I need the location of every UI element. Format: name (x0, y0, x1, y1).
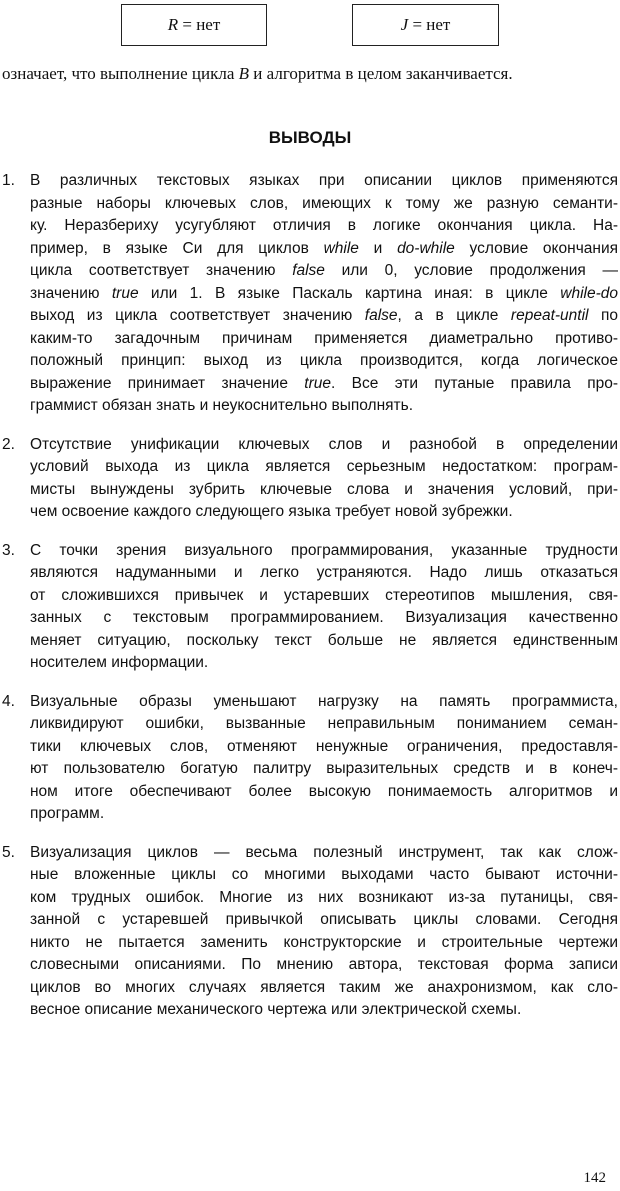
text-line (30, 758, 618, 781)
text-run: ком трудных ошибок. Многие из них возникают из-за путаницы, свя- (30, 888, 618, 906)
text-line (30, 456, 618, 479)
text-run: Визуализация циклов — весьма полезный инструмент, так как слож- (30, 843, 618, 861)
text-line (30, 607, 618, 630)
box-value: = нет (178, 15, 221, 34)
text-run: разные наборы ключевых слов, имеющих к тому же разную семанти- (30, 194, 618, 212)
list-item-text (30, 842, 618, 1022)
text-line (30, 977, 618, 1000)
text-run: по (588, 307, 618, 324)
text-run: тики ключевых слов, отменяют ненужные ограничения, предоставля- (30, 737, 618, 755)
equation-box-r (121, 4, 267, 46)
text-line (30, 479, 618, 502)
lead-text: и алгоритма в целом заканчивается. (249, 64, 513, 83)
text-run: выражение принимает значение (30, 374, 305, 392)
text-line (30, 781, 618, 804)
text-run: Визуальные образы уменьшают нагрузку на память программиста, (30, 692, 618, 710)
text-line (30, 540, 618, 563)
keyword: true (304, 374, 332, 392)
text-line (30, 562, 618, 585)
text-line (30, 434, 618, 457)
text-run: весное описание механического чертежа или электрической схемы. (30, 1001, 522, 1018)
text-run: пример, в языке Си для циклов (30, 239, 324, 257)
text-run: и (358, 239, 398, 257)
text-line (30, 350, 618, 373)
text-run: ные вложенные циклы со многими выходами часто бывают источни- (30, 866, 618, 883)
text-line (30, 373, 618, 396)
text-line (30, 713, 618, 736)
text-line (30, 691, 618, 714)
text-line (30, 887, 618, 910)
text-run: от сложившихся привычек и устаревших стереотипов мышления, свя- (30, 586, 618, 604)
list-item-number: 1. (2, 172, 15, 189)
text-run: занной с устаревшей привычкой описывать циклы словами. Сегодня (30, 911, 618, 928)
box-variable: R (167, 15, 179, 34)
list-item (0, 434, 620, 524)
text-run: , а в цикле (397, 307, 511, 324)
text-line (30, 736, 618, 759)
text-run: занных с текстовым программированием. Визуализация качественно (30, 609, 618, 626)
keyword: false (292, 262, 325, 279)
text-run: положный принцип: выход из цикла производится, когда логическое (30, 352, 618, 369)
keyword: while-do (560, 284, 619, 302)
text-run: граммист обязан знать и неукоснительно выполнять. (30, 397, 414, 414)
text-line (30, 215, 618, 238)
text-run: носителем информации. (30, 654, 209, 671)
conclusions-list (0, 170, 620, 1038)
list-item-text (30, 170, 618, 418)
keyword: repeat-until (510, 307, 589, 324)
text-line (30, 864, 618, 887)
list-item-text (30, 691, 618, 826)
list-item-text (30, 434, 618, 524)
list-item (0, 540, 620, 675)
box-value: = нет (408, 15, 451, 34)
text-run: словесными описаниями. По мнению автора, текстовая форма записи (30, 956, 618, 973)
keyword: do-while (397, 239, 455, 257)
keyword: false (364, 307, 398, 324)
text-line (30, 842, 618, 865)
list-item-number: 4. (2, 692, 15, 710)
text-line (30, 954, 618, 977)
text-line (30, 170, 618, 193)
text-run: чем освоение каждого следующего языка требует новой зубрежки. (30, 503, 513, 520)
text-line (30, 501, 618, 524)
text-run: С точки зрения визуального программирования, указанные трудности (30, 541, 618, 559)
text-run: В различных текстовых языках при описании циклов применяются (30, 172, 618, 189)
text-run: значению (30, 284, 112, 302)
text-run: условие окончания (454, 239, 618, 257)
text-line (30, 803, 618, 826)
text-run: условий выхода из цикла является серьезным недостатком: програм- (30, 458, 618, 475)
list-item-text (30, 540, 618, 675)
text-run: ликвидируют ошибки, вызванные неправильным пониманием семан- (30, 715, 618, 732)
text-run: или 0, условие продолжения — (324, 262, 618, 279)
lead-text: означает, что выполнение цикла (2, 64, 239, 83)
text-run: выход из цикла соответствует значению (30, 307, 365, 324)
box-variable: J (400, 15, 409, 34)
text-run: Отсутствие унификации ключевых слов и разнобой в определении (30, 435, 618, 453)
text-line (30, 305, 618, 328)
text-run: мисты вынуждены зубрить ключевые слова и значения условий, при- (30, 480, 618, 498)
equation-box-j (352, 4, 499, 46)
list-item (0, 691, 620, 826)
lead-sentence (2, 62, 618, 86)
section-heading: ВЫВОДЫ (268, 128, 352, 147)
text-line (30, 630, 618, 653)
text-run: никто не пытается заменить конструкторские и строительные чертежи (30, 933, 618, 951)
text-line (30, 395, 618, 418)
list-item (0, 170, 620, 418)
text-run: цикла соответствует значению (30, 262, 293, 279)
text-line (30, 193, 618, 216)
text-line (30, 283, 618, 306)
list-item-number: 3. (2, 541, 15, 559)
text-run: . Все эти путаные правила про- (331, 374, 619, 392)
text-run: ном итоге обеспечивают более высокую понимаемость алгоритмов и (30, 782, 618, 800)
text-run: ют пользователю богатую палитру выразительных средств и в конеч- (30, 760, 618, 777)
text-line (30, 652, 618, 675)
keyword: while (323, 239, 359, 257)
lead-variable: B (238, 64, 250, 83)
text-run: являются надуманными и легко устраняются. Надо лишь отказаться (30, 564, 618, 581)
text-line (30, 238, 618, 261)
text-run: программ. (30, 805, 105, 822)
text-run: ку. Неразбериху усугубляют отличия в логике окончания цикла. На- (30, 217, 618, 234)
text-run: или 1. В языке Паскаль картина иная: в цикле (138, 284, 561, 302)
list-item (0, 842, 620, 1022)
text-line (30, 999, 618, 1022)
text-run: циклов во многих случаях является таким же анахронизмом, как сло- (30, 978, 618, 996)
keyword: true (111, 284, 139, 302)
page-number: 142 (583, 1170, 606, 1186)
text-line (30, 585, 618, 608)
text-line (30, 909, 618, 932)
text-line (30, 260, 618, 283)
text-line (30, 932, 618, 955)
text-line (30, 328, 618, 351)
list-item-number: 2. (2, 435, 15, 453)
text-run: каким-то загадочным причинам применяется диаметрально противо- (30, 329, 618, 347)
list-item-number: 5. (2, 843, 15, 861)
text-run: меняет ситуацию, поскольку текст больше не является единственным (30, 631, 618, 649)
